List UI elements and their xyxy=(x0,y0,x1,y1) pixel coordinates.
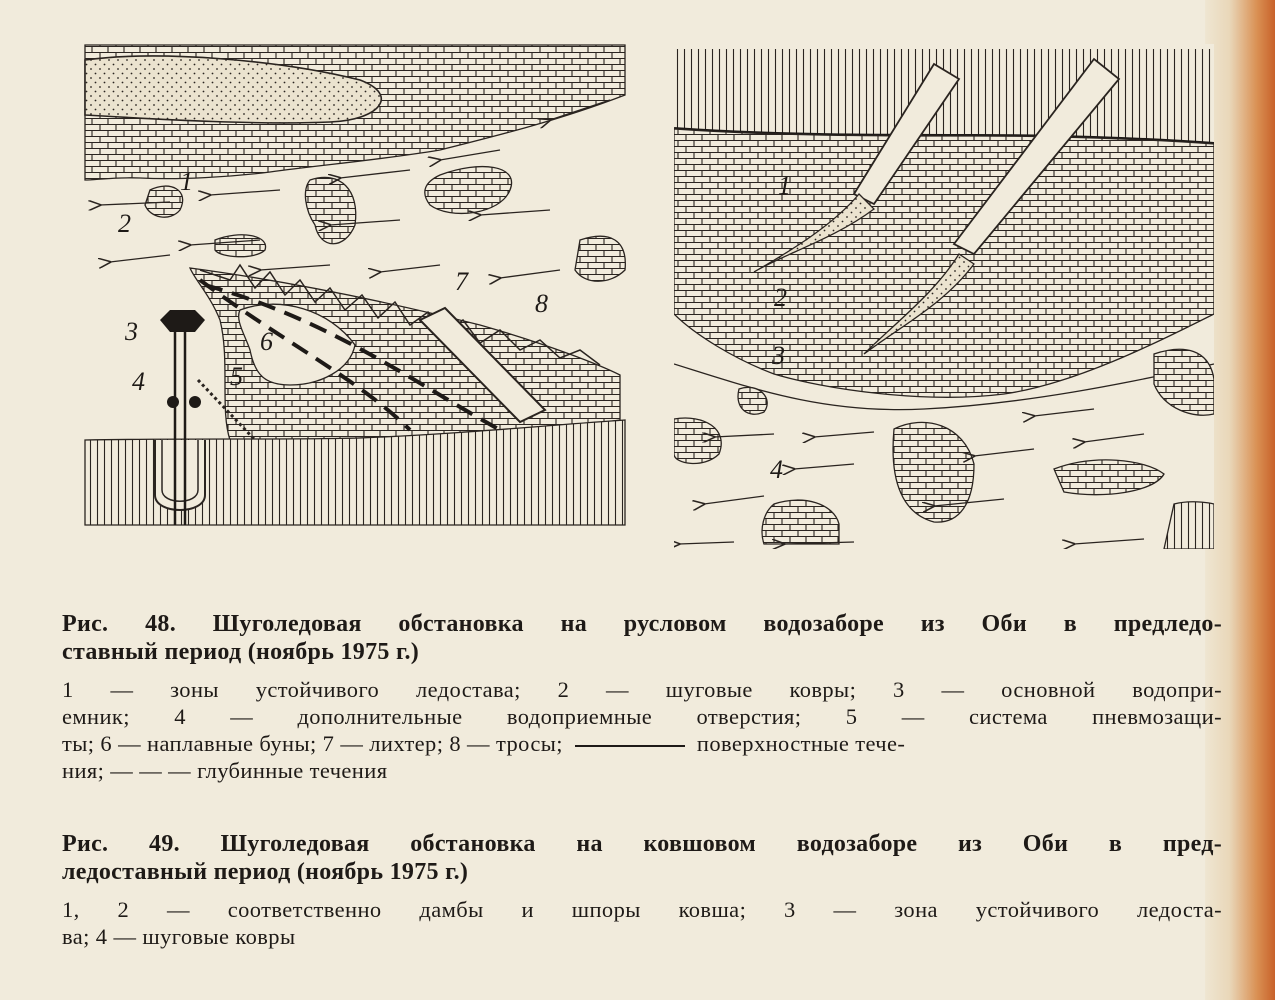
fig48-label-1: 1 xyxy=(180,167,193,196)
fig48-label-8: 8 xyxy=(535,289,548,318)
figure-49-legend-line2: ва; 4 — шуговые ковры xyxy=(62,924,296,949)
fig48-label-2: 2 xyxy=(118,209,131,238)
figure-48-caption xyxy=(62,610,1222,784)
fig49-label-2: 2 xyxy=(774,283,787,312)
figure-48-legend-line3a: ты; 6 — наплавные буны; 7 — лихтер; 8 — тросы; xyxy=(62,731,563,756)
fig48-label-7: 7 xyxy=(455,267,468,296)
fig48-label-6: 6 xyxy=(260,327,273,356)
figure-49-title-line2: ледоставный период (ноябрь 1975 г.) xyxy=(62,859,469,885)
figure-49-title-line1: Рис. 49. Шуголедовая обстановка на ковшовом водозаборе из Оби в пред- xyxy=(62,831,1222,857)
figure-48-legend-line4: ния; — — — глубинные течения xyxy=(62,758,388,783)
figure-48-legend-line3b: поверхностные тече- xyxy=(696,731,906,756)
surface-current-line-symbol xyxy=(575,745,685,747)
fig49-label-1: 1 xyxy=(778,171,791,200)
figure-48-legend-line2: емник; 4 — дополнительные водоприемные отверстия; 5 — система пневмозащи- xyxy=(62,704,1222,729)
figure-49-diagram xyxy=(674,44,1214,549)
figure-48-title-line2: ставный период (ноябрь 1975 г.) xyxy=(62,639,420,665)
figure-49-legend xyxy=(62,896,1222,950)
fig48-label-3: 3 xyxy=(125,317,138,346)
figure-48-title-line1: Рис. 48. Шуголедовая обстановка на русловом водозаборе из Оби в предледо- xyxy=(62,611,1222,637)
fig49-label-3: 3 xyxy=(772,341,785,370)
figure-49-title xyxy=(62,830,1222,886)
figure-49-caption xyxy=(62,830,1222,950)
fig48-label-5: 5 xyxy=(230,362,243,391)
figure-49-legend-line1: 1, 2 — соответственно дамбы и шпоры ковша; 3 — зона устойчивого ледоста- xyxy=(62,897,1222,922)
fig48-label-4: 4 xyxy=(132,367,145,396)
figure-48-title xyxy=(62,610,1222,666)
figure-48-legend-line3 xyxy=(62,730,1222,757)
figure-48-diagram xyxy=(80,40,630,530)
fig49-label-4: 4 xyxy=(770,455,783,484)
figure-48-legend-line1: 1 — зоны устойчивого ледостава; 2 — шуговые ковры; 3 — основной водопри- xyxy=(62,677,1222,702)
figure-48-legend xyxy=(62,676,1222,784)
